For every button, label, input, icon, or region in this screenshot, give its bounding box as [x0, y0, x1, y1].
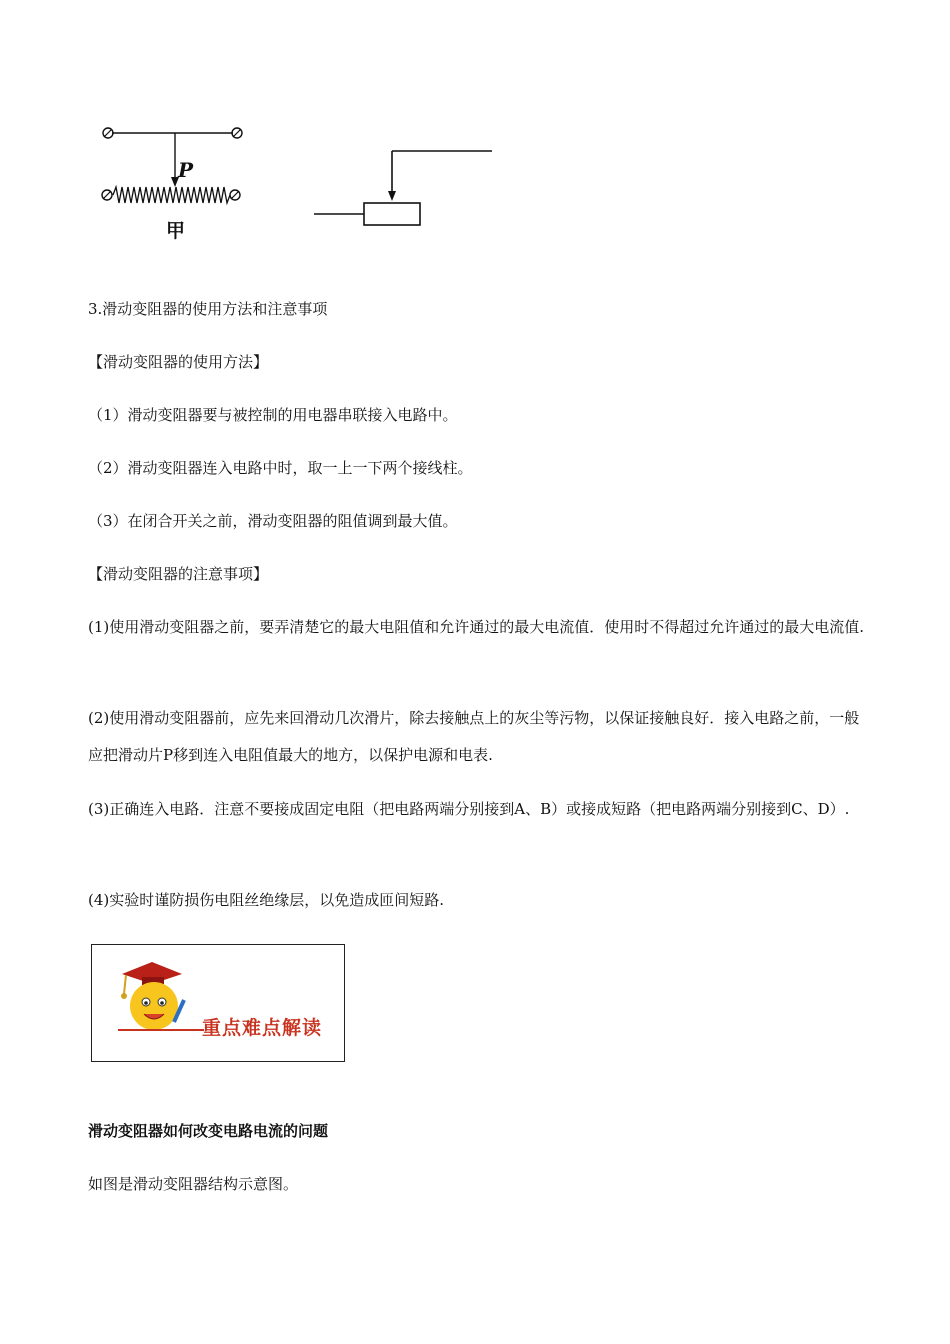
mascot-icon — [112, 960, 207, 1045]
usage-item: （1）滑动变阻器要与被控制的用电器串联接入电路中。 — [88, 406, 458, 424]
diagram-caption: 甲 — [166, 220, 186, 242]
slider-label: P — [178, 158, 194, 182]
resistor-box — [364, 203, 420, 225]
notes-item: (4)实验时谨防损伤电阻丝绝缘层，以免造成匝间短路. — [88, 891, 445, 909]
problem-title: 滑动变阻器如何改变电路电流的问题 — [88, 1122, 329, 1140]
problem-intro: 如图是滑动变阻器结构示意图。 — [88, 1175, 299, 1193]
section-heading: 3.滑动变阻器的使用方法和注意事项 — [88, 300, 328, 318]
badge-text: 重点难点解读 — [202, 1017, 323, 1039]
notes-item: (3)正确连入电路．注意不要接成固定电阻（把电路两端分别接到A、B）或接成短路（把电路两端分别接到C、D）. — [88, 800, 850, 818]
resistance-coil — [113, 187, 230, 203]
usage-title: 【滑动变阻器的使用方法】 — [88, 353, 269, 371]
notes-item: (2)使用滑动变阻器前，应先来回滑动几次滑片，除去接触点上的灰尘等污物，以保证接触良好．接入电路之前，一般应把滑动片P移到连入电阻值最大的地方，以保护电源和电表. — [88, 709, 860, 764]
notes-item: (1)使用滑动变阻器之前，要弄清楚它的最大电阻值和允许通过的最大电流值．使用时不得超过允许通过的最大电流值. — [88, 618, 865, 636]
symbol-arrow-icon — [388, 191, 396, 201]
rheostat-symbol-diagram — [312, 145, 497, 235]
usage-item: （3）在闭合开关之前，滑动变阻器的阻值调到最大值。 — [88, 512, 458, 530]
usage-item: （2）滑动变阻器连入电路中时，取一上一下两个接线柱。 — [88, 459, 473, 477]
notes-title: 【滑动变阻器的注意事项】 — [88, 565, 269, 583]
